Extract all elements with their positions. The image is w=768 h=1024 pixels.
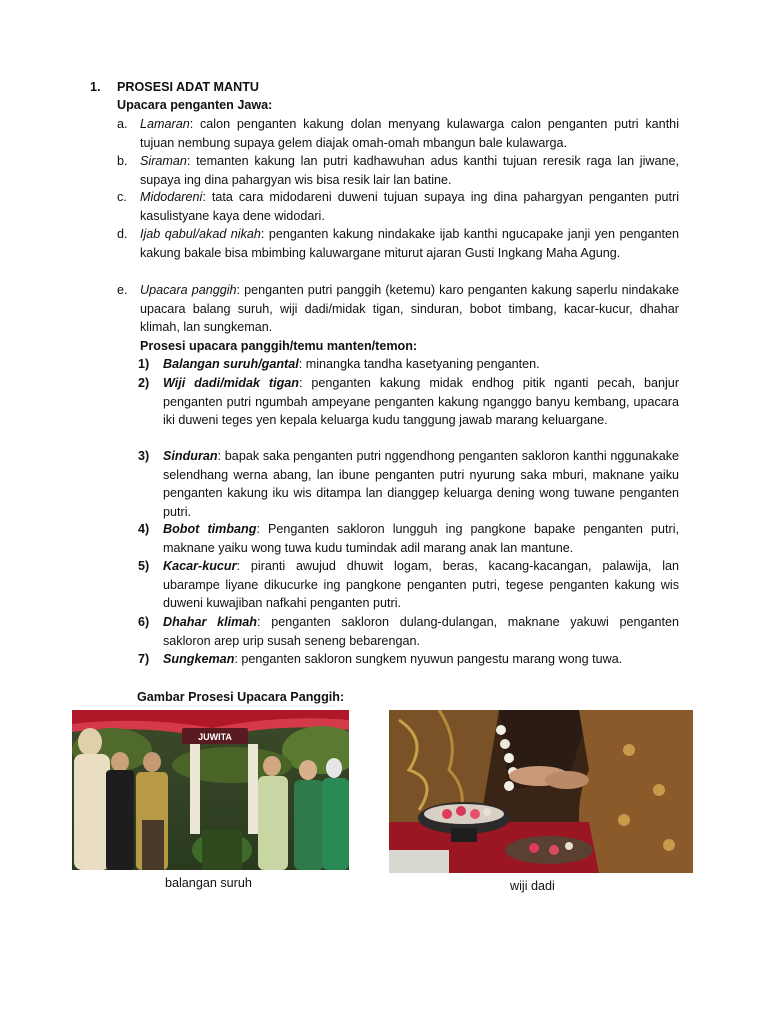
step-label: 7)	[138, 652, 150, 666]
step-item	[138, 447, 679, 521]
step-label: 1)	[138, 357, 150, 371]
photo-caption: balangan suruh	[165, 876, 252, 890]
step-text: : penganten kakung midak endhog pitik nganti pecah, banjur penganten putri ngumbah ampeyane penganten kakung nganggo banyu kembang, upacara iki duweni teges yen kepala keluarga kudu tanggung jawab marang keluargane.	[163, 376, 680, 427]
list-item	[117, 225, 679, 262]
item-label: d.	[117, 227, 128, 241]
item-term: Midodareni	[140, 190, 203, 204]
step-term: Bobot timbang	[163, 522, 257, 536]
item-label: c.	[117, 190, 127, 204]
step-item	[138, 374, 679, 430]
photo-caption: wiji dadi	[510, 879, 555, 893]
step-label: 2)	[138, 376, 150, 390]
photo-balangan-suruh	[72, 710, 349, 870]
item-text: : calon penganten kakung dolan menyang kulawarga calon penganten putri kanthi tujuan nembung supaya gelem diajak omah-omah mbangun bale kulawarga.	[140, 117, 679, 150]
section-title: PROSESI ADAT MANTU	[117, 80, 260, 94]
step-label: 5)	[138, 559, 150, 573]
photo-balangan-suruh-illustration	[72, 710, 349, 870]
section-number: 1.	[90, 80, 101, 94]
step-term: Wiji dadi/midak tigan	[163, 376, 299, 390]
step-label: 3)	[138, 449, 150, 463]
step-item	[138, 613, 679, 650]
photo-wiji-dadi-illustration	[389, 710, 693, 873]
step-term: Sinduran	[163, 449, 218, 463]
step-label: 6)	[138, 615, 150, 629]
item-label: e.	[117, 283, 128, 297]
step-term: Dhahar klimah	[163, 615, 257, 629]
photo-wiji-dadi	[389, 710, 693, 873]
item-term: Lamaran	[140, 117, 190, 131]
item-label: a.	[117, 117, 128, 131]
item-label: b.	[117, 154, 128, 168]
step-text: : piranti awujud dhuwit logam, beras, kacang-kacangan, palawija, lan ubarampe liyane dikucurke ing pangkone penganten putri, tegese penganten kakung wis duweni kuwajiban nafkahi penganten putri.	[163, 559, 679, 610]
banner-sign: JUWITA	[198, 732, 232, 742]
step-item	[138, 355, 679, 374]
step-text: : penganten sakloron sungkem nyuwun pangestu marang wong tuwa.	[234, 652, 623, 666]
item-term: Siraman	[140, 154, 187, 168]
list-item	[117, 115, 679, 152]
step-text: : minangka tandha kasetyaning penganten.	[298, 357, 540, 371]
item-text: : penganten kakung nindakake ijab kanthi ngucapake janji yen penganten kakung bakale bisa mbimbing kaluwargane miturut ajaran Gusti Ingkang Maha Agung.	[140, 227, 679, 260]
item-text: : penganten putri panggih (ketemu) karo penganten kakung saperlu nindakake upacara balang suruh, wiji dadi/midak tigan, sinduran, bobot timbang, kacar-kucur, dhahar klimah, lan sungkeman.	[140, 283, 679, 334]
step-item	[138, 650, 679, 669]
step-text: : penganten sakloron dulang-dulangan, maknane yakuwi penganten sakloron arep urip susah seneng bebarengan.	[163, 615, 680, 648]
step-term: Kacar-kucur	[163, 559, 237, 573]
item-text: : tata cara midodareni duweni tujuan supaya ing dina pahargyan penganten putri kasulistyane kaya dene widodari.	[140, 190, 679, 223]
section-subtitle: Upacara penganten Jawa:	[117, 98, 273, 112]
step-term: Balangan suruh/gantal	[163, 357, 299, 371]
list-item	[117, 188, 679, 225]
step-item	[138, 520, 679, 557]
subheading: Prosesi upacara panggih/temu manten/temon:	[140, 339, 418, 353]
step-text: : bapak saka penganten putri nggendhong penganten sakloron kanthi nggunakake selendhang werna abang, lan ibune penganten putri nyurung saka mburi, maknane yaiku penganten kakung iku wis ditampa lan dianggep keluarga dening wong tuwane penganten putri.	[163, 449, 679, 519]
gallery-heading: Gambar Prosesi Upacara Panggih:	[137, 690, 345, 704]
step-label: 4)	[138, 522, 150, 536]
step-term: Sungkeman	[163, 652, 235, 666]
step-item	[138, 557, 679, 613]
item-term: Upacara panggih	[140, 283, 237, 297]
item-term: Ijab qabul/akad nikah	[140, 227, 261, 241]
step-text: : Penganten sakloron lungguh ing pangkone bapake penganten putri, maknane yaiku wong tuwa kudu tumindak adil marang anak lan mantune.	[163, 522, 679, 555]
list-item	[117, 152, 679, 189]
item-text: : temanten kakung lan putri kadhawuhan adus kanthi tujuan reresik raga lan jiwane, supaya ing dina pahargyan wis bisa resik lair lan batine.	[140, 154, 679, 187]
list-item	[117, 281, 679, 337]
